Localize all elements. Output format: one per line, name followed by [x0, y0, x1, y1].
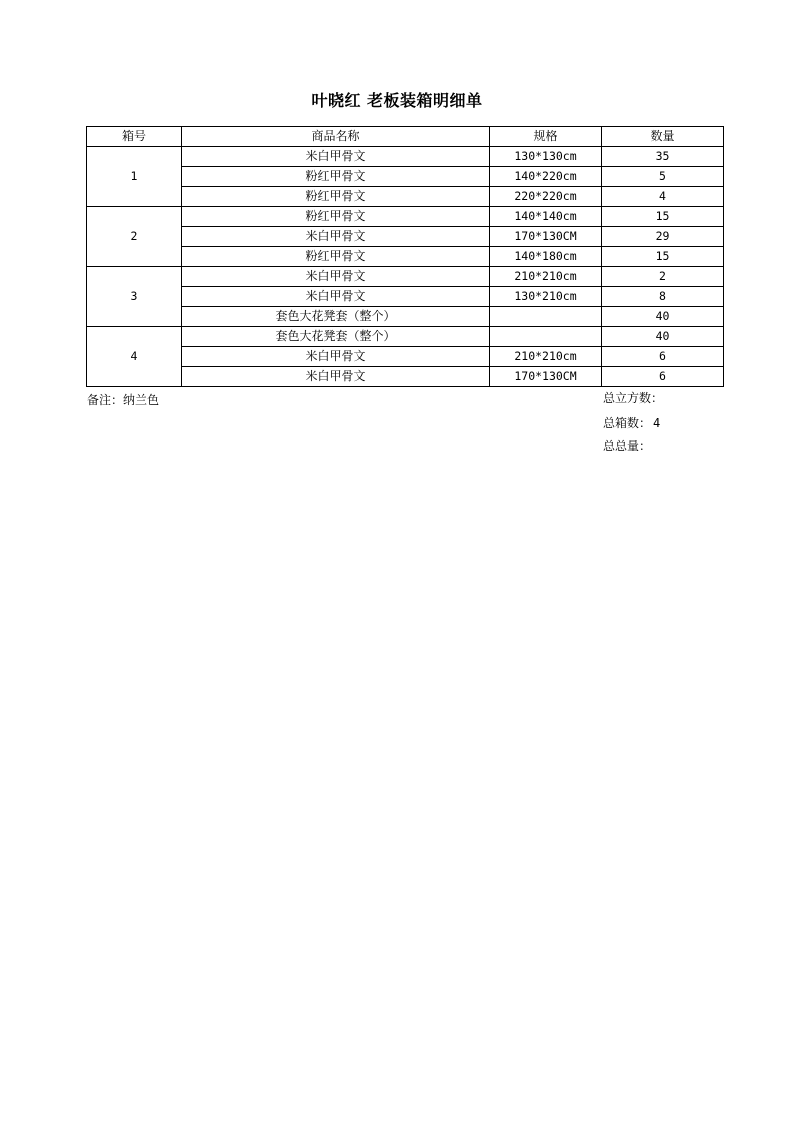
product-name-cell: 米白甲骨文	[182, 347, 490, 367]
summary-total-weight	[603, 437, 653, 454]
summary-total-boxes	[603, 414, 660, 431]
quantity-cell: 35	[602, 147, 724, 167]
table-row	[87, 327, 724, 347]
total-volume-label: 总立方数：	[603, 391, 664, 405]
product-name-cell: 米白甲骨文	[182, 287, 490, 307]
product-name-cell: 米白甲骨文	[182, 227, 490, 247]
table-row	[87, 307, 724, 327]
spec-cell	[490, 327, 602, 347]
header-box-number: 箱号	[87, 127, 182, 147]
table-row	[87, 227, 724, 247]
spec-cell: 210*210cm	[490, 267, 602, 287]
spec-cell: 140*180cm	[490, 247, 602, 267]
spec-cell: 210*210cm	[490, 347, 602, 367]
summary-total-volume	[603, 389, 665, 406]
header-spec: 规格	[490, 127, 602, 147]
table-row	[87, 147, 724, 167]
table-row	[87, 347, 724, 367]
product-name-cell: 粉红甲骨文	[182, 247, 490, 267]
remark-note: 备注：纳兰色	[87, 393, 160, 407]
quantity-cell: 40	[602, 327, 724, 347]
product-name-cell: 粉红甲骨文	[182, 187, 490, 207]
table-row	[87, 287, 724, 307]
spec-cell: 140*140cm	[490, 207, 602, 227]
quantity-cell: 8	[602, 287, 724, 307]
spec-cell	[490, 307, 602, 327]
table-row	[87, 367, 724, 387]
total-weight-label: 总总量：	[603, 439, 652, 453]
product-name-cell: 粉红甲骨文	[182, 167, 490, 187]
total-boxes-value: 4	[653, 416, 661, 430]
table-row	[87, 207, 724, 227]
table-row	[87, 247, 724, 267]
spec-cell: 130*210cm	[490, 287, 602, 307]
spec-cell: 140*220cm	[490, 167, 602, 187]
quantity-cell: 2	[602, 267, 724, 287]
box-number-cell: 1	[87, 147, 182, 207]
quantity-cell: 6	[602, 367, 724, 387]
spec-cell: 220*220cm	[490, 187, 602, 207]
header-quantity: 数量	[602, 127, 724, 147]
total-boxes-label: 总箱数：	[603, 416, 652, 430]
box-number-cell: 2	[87, 207, 182, 267]
product-name-cell: 套色大花凳套（整个）	[182, 327, 490, 347]
quantity-cell: 6	[602, 347, 724, 367]
table-row	[87, 187, 724, 207]
quantity-cell: 15	[602, 207, 724, 227]
product-name-cell: 米白甲骨文	[182, 267, 490, 287]
spec-cell: 170*130CM	[490, 227, 602, 247]
quantity-cell: 40	[602, 307, 724, 327]
table-row	[87, 167, 724, 187]
table-row	[87, 267, 724, 287]
header-product-name: 商品名称	[182, 127, 490, 147]
table-header-row	[87, 127, 724, 147]
document-title: 叶晓红 老板装箱明细单	[311, 91, 483, 110]
packing-list-table	[86, 126, 724, 387]
spec-cell: 130*130cm	[490, 147, 602, 167]
product-name-cell: 米白甲骨文	[182, 147, 490, 167]
box-number-cell: 3	[87, 267, 182, 327]
quantity-cell: 5	[602, 167, 724, 187]
product-name-cell: 粉红甲骨文	[182, 207, 490, 227]
quantity-cell: 15	[602, 247, 724, 267]
quantity-cell: 4	[602, 187, 724, 207]
product-name-cell: 套色大花凳套（整个）	[182, 307, 490, 327]
quantity-cell: 29	[602, 227, 724, 247]
spec-cell: 170*130CM	[490, 367, 602, 387]
product-name-cell: 米白甲骨文	[182, 367, 490, 387]
box-number-cell: 4	[87, 327, 182, 387]
